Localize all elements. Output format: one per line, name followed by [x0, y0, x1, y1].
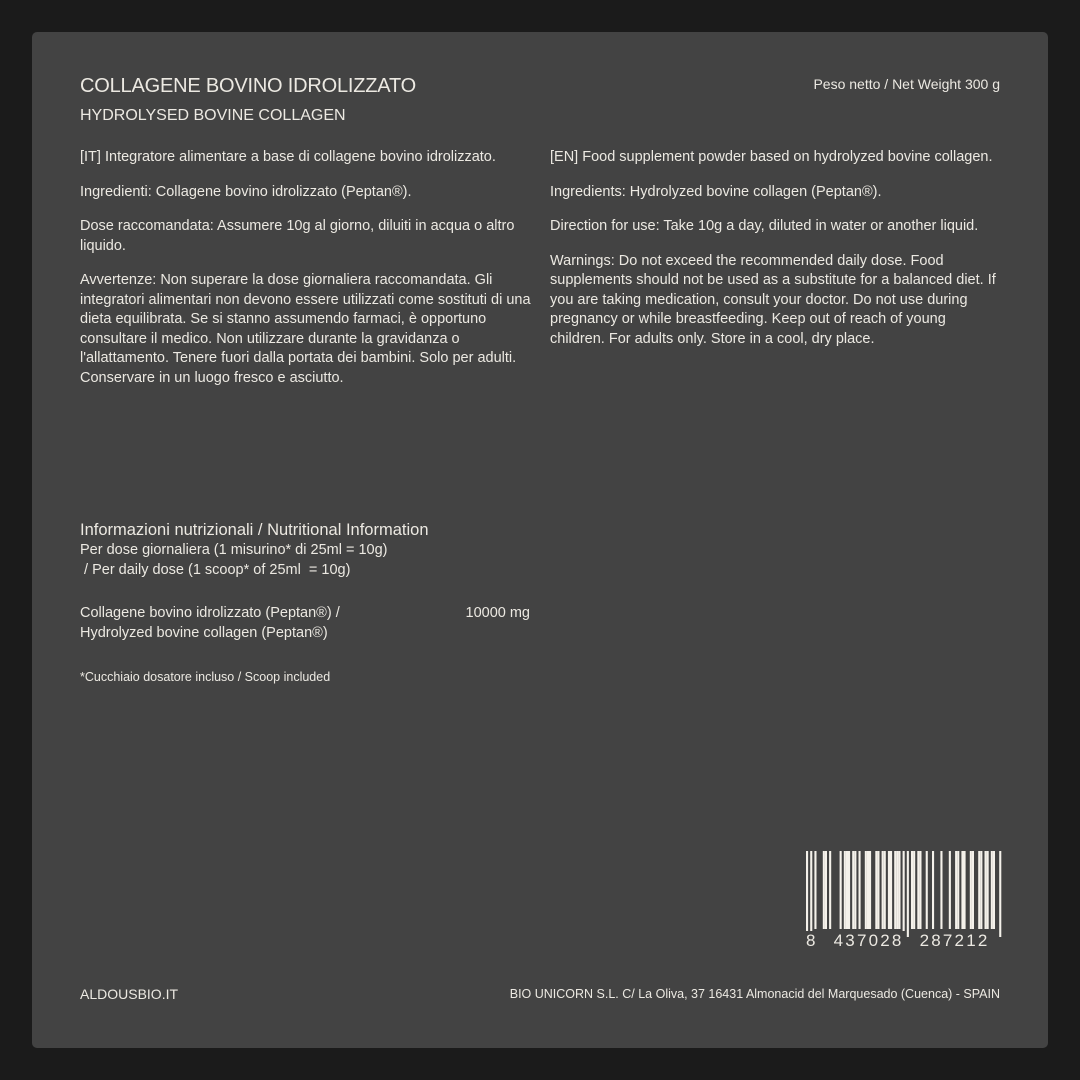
barcode-bar [806, 851, 808, 937]
barcode-bar [919, 851, 921, 929]
barcode-bar [882, 851, 884, 929]
barcode-bar [848, 851, 850, 929]
barcode-bar [993, 851, 995, 929]
barcode-bar [840, 851, 842, 929]
barcode-bar [940, 851, 942, 929]
barcode-bar [972, 851, 974, 929]
barcode-bar [903, 851, 905, 937]
barcode-first-digit: 8 [806, 931, 818, 950]
barcode-bar [978, 851, 980, 929]
nutrition-per-dose-it: Per dose giornaliera (1 misurino* di 25ml = 10g) [80, 542, 388, 558]
barcode-left-group: 437028 [833, 931, 904, 950]
barcode-bar [991, 851, 993, 929]
barcode-bar [907, 851, 909, 937]
label-panel [32, 32, 1048, 1048]
nutrition-row-label-it: Collagene bovino idrolizzato (Peptan®) / [80, 605, 340, 621]
italian-ingredients: Ingredienti: Collagene bovino idrolizzato (Peptan®). [80, 183, 412, 200]
barcode-bar [877, 851, 879, 929]
barcode-bar [823, 851, 825, 929]
barcode-bar [955, 851, 957, 929]
nutrition-row-value: 10000 mg [465, 605, 530, 621]
barcode-bar [898, 851, 900, 929]
english-warnings: Warnings: Do not exceed the recommended daily dose. Food supplements should not be used as a substitute for a balanced diet. If you are taking medication, consult your doctor. Do not use during pregnancy or while breastfeeding. Keep out of reach of young children. For adults only. Store in a cool, dry place. [550, 252, 996, 347]
english-direction: Direction for use: Take 10g a day, diluted in water or another liquid. [550, 218, 979, 234]
barcode-bar [913, 851, 915, 929]
barcode-right-group: 287212 [919, 931, 990, 950]
barcode-bar [869, 851, 871, 929]
barcode-bar [964, 851, 966, 929]
barcode-bar [890, 851, 892, 929]
nutrition-title: Informazioni nutrizionali / Nutritional Information [80, 521, 429, 539]
company-address: BIO UNICORN S.L. C/ La Oliva, 37 16431 Almonacid del Marquesado (Cuenca) - SPAIN [509, 987, 1000, 1001]
italian-intro: [IT] Integratore alimentare a base di collagene bovino idrolizzato. [80, 149, 496, 165]
barcode-bar [884, 851, 886, 929]
barcode-bars [803, 851, 1003, 937]
barcode-bar [985, 851, 987, 929]
barcode-bar [888, 851, 890, 929]
product-title: COLLAGENE BOVINO IDROLIZZATO [80, 75, 416, 97]
barcode-bar [896, 851, 898, 929]
scoop-footnote: *Cucchiaio dosatore incluso / Scoop included [80, 670, 331, 684]
nutrition-row-label-en: Hydrolyzed bovine collagen (Peptan®) [80, 624, 328, 641]
barcode-bar [932, 851, 934, 929]
barcode-bar [894, 851, 896, 929]
barcode-bar [961, 851, 963, 929]
net-weight: Peso netto / Net Weight 300 g [813, 76, 1000, 92]
barcode-bar [957, 851, 959, 929]
italian-column [80, 148, 536, 403]
barcode-bar [875, 851, 877, 929]
barcode-bar [980, 851, 982, 929]
website-link[interactable]: ALDOUSBIO.IT [80, 986, 179, 1002]
barcode-bar [852, 851, 854, 929]
italian-dose: Dose raccomandata: Assumere 10g al giorno, diluiti in acqua o altro liquido. [80, 218, 515, 254]
barcode-bar [970, 851, 972, 929]
barcode-bar [999, 851, 1001, 937]
barcode-bar [846, 851, 848, 929]
barcode [803, 851, 1003, 957]
barcode-bar [859, 851, 861, 929]
nutrition-row [80, 604, 550, 643]
barcode-bar [926, 851, 928, 929]
barcode-bar [865, 851, 867, 929]
barcode-bar [844, 851, 846, 929]
barcode-bar [949, 851, 951, 929]
english-intro: [EN] Food supplement powder based on hydrolyzed bovine collagen. [550, 149, 993, 165]
barcode-bar [911, 851, 913, 929]
nutrition-section [80, 519, 550, 643]
barcode-bar [987, 851, 989, 929]
english-ingredients: Ingredients: Hydrolyzed bovine collagen (Peptan®). [550, 183, 882, 200]
barcode-bar [854, 851, 856, 929]
product-subtitle: HYDROLYSED BOVINE COLLAGEN [80, 107, 346, 124]
barcode-bar [917, 851, 919, 929]
barcode-bar [810, 851, 812, 937]
barcode-bar [814, 851, 816, 929]
barcode-digits [805, 931, 1001, 951]
nutrition-per-dose-en: / Per daily dose (1 scoop* of 25ml = 10g) [80, 561, 351, 578]
italian-warnings: Avvertenze: Non superare la dose giornaliera raccomandata. Gli integratori alimentari non devono essere utilizzati come sostituti di una dieta equilibrata. Se si stanno assumendo farmaci, è opportuno consultare il medico. Non utilizzare durante la gravidanza o l'allattamento. Tenere fuori dalla portata dei bambini. Solo per adulti. Conservare in un luogo fresco e asciutto. [80, 272, 531, 386]
english-column [550, 148, 1002, 364]
barcode-bar [867, 851, 869, 929]
barcode-bar [829, 851, 831, 929]
barcode-bar [825, 851, 827, 929]
